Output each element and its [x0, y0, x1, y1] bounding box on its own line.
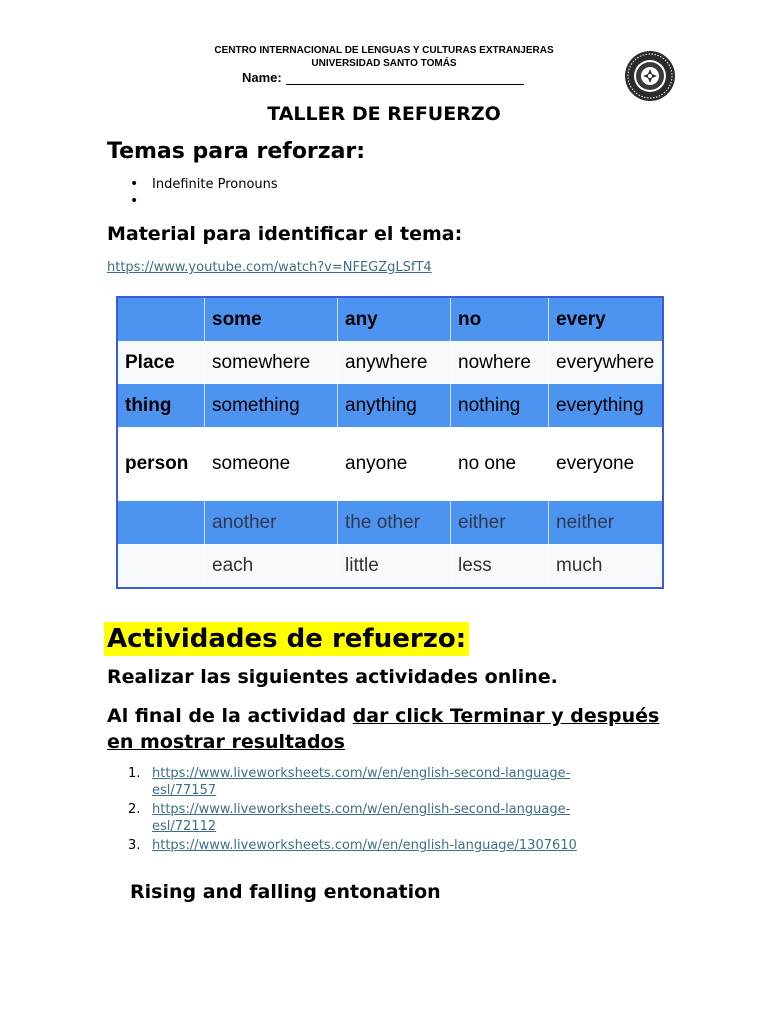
name-blank-line[interactable]: [286, 71, 524, 85]
list-number: 3.: [128, 838, 141, 853]
list-item: • Indefinite Pronouns: [130, 176, 278, 193]
final-instruction: [107, 703, 667, 755]
table-cell: [117, 501, 205, 544]
worksheet-link-3[interactable]: https://www.liveworksheets.com/w/en/english-language/1307610: [152, 838, 577, 853]
final-instruction-prefix: Al final de la actividad: [107, 705, 347, 727]
youtube-link[interactable]: https://www.youtube.com/watch?v=NFEGZgLSfT4: [107, 260, 432, 275]
list-number: 1.: [128, 766, 141, 781]
worksheet-link-1[interactable]: https://www.liveworksheets.com/w/en/english-second-language-esl/77157: [152, 766, 571, 798]
table-row: [117, 501, 663, 544]
university-seal-icon: [624, 50, 676, 102]
table-cell: little: [338, 544, 451, 588]
list-item: [128, 801, 632, 835]
table-row: [117, 341, 663, 384]
table-cell: nowhere: [451, 341, 549, 384]
name-field-row: [242, 70, 524, 85]
list-number: 2.: [128, 802, 141, 817]
table-row: [117, 384, 663, 427]
table-row: [117, 544, 663, 588]
table-cell: nothing: [451, 384, 549, 427]
table-cell: anyone: [338, 427, 451, 501]
table-cell: everything: [549, 384, 664, 427]
name-label: Name:: [242, 70, 282, 85]
table-cell: each: [205, 544, 338, 588]
table-cell: anywhere: [338, 341, 451, 384]
worksheet-link-2[interactable]: https://www.liveworksheets.com/w/en/english-second-language-esl/72112: [152, 802, 571, 834]
table-cell: anything: [338, 384, 451, 427]
table-row: [117, 297, 663, 341]
table-cell: somewhere: [205, 341, 338, 384]
page-title: TALLER DE REFUERZO: [267, 103, 501, 125]
temas-bullet-list: [130, 176, 278, 210]
material-heading: Material para identificar el tema:: [107, 223, 463, 245]
institution-name: CENTRO INTERNACIONAL DE LENGUAS Y CULTURAS EXTRANJERAS: [214, 45, 554, 56]
pronoun-table: [116, 296, 664, 589]
table-cell: neither: [549, 501, 664, 544]
table-cell: another: [205, 501, 338, 544]
table-cell: no: [451, 297, 549, 341]
university-name: UNIVERSIDAD SANTO TOMÁS: [311, 58, 457, 69]
table-cell: everyone: [549, 427, 664, 501]
list-item: [130, 193, 278, 210]
table-cell: no one: [451, 427, 549, 501]
table-cell: either: [451, 501, 549, 544]
table-cell: everywhere: [549, 341, 664, 384]
table-cell: [117, 544, 205, 588]
table-cell: any: [338, 297, 451, 341]
table-cell: much: [549, 544, 664, 588]
list-item: [128, 837, 632, 854]
final-instruction-underlined: dar click Terminar y después en mostrar resultados: [107, 705, 660, 753]
actividades-heading: Actividades de refuerzo:: [104, 622, 469, 656]
table-cell: less: [451, 544, 549, 588]
activity-links-list: [128, 765, 632, 856]
table-cell: thing: [117, 384, 205, 427]
temas-heading: Temas para reforzar:: [107, 139, 366, 164]
table-cell: some: [205, 297, 338, 341]
table-cell: [117, 297, 205, 341]
table-cell: person: [117, 427, 205, 501]
table-cell: someone: [205, 427, 338, 501]
instruction-text: Realizar las siguientes actividades online.: [107, 666, 558, 688]
list-item: [128, 765, 632, 799]
rising-heading: Rising and falling entonation: [130, 881, 441, 903]
table-cell: something: [205, 384, 338, 427]
table-cell: the other: [338, 501, 451, 544]
table-row: [117, 427, 663, 501]
table-cell: every: [549, 297, 664, 341]
table-cell: Place: [117, 341, 205, 384]
